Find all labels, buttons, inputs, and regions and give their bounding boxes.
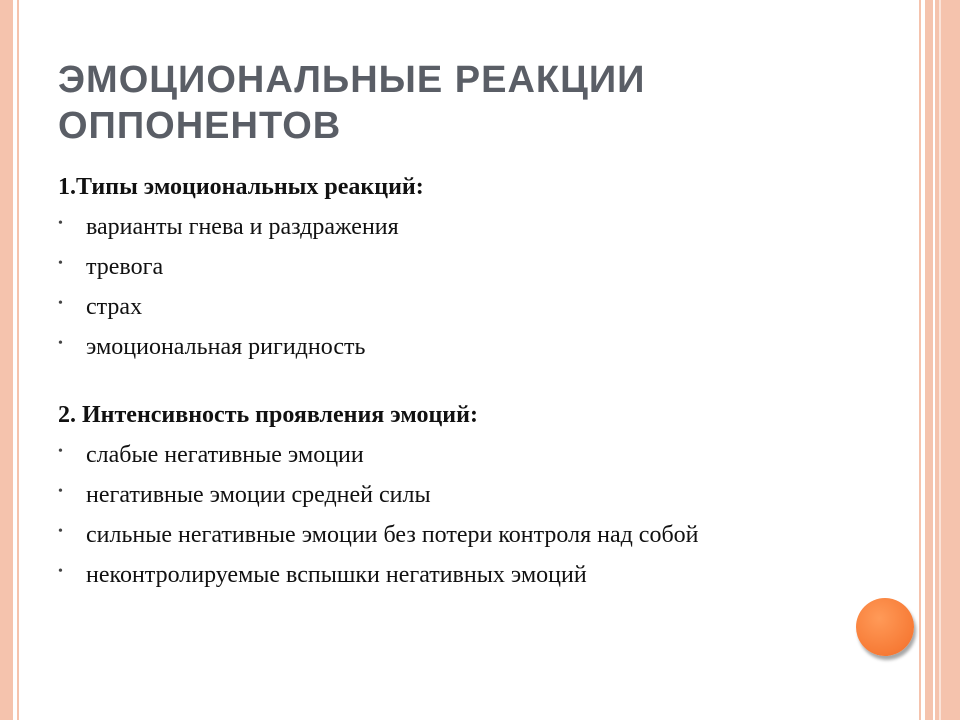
list-item: • слабые негативные эмоции bbox=[58, 441, 848, 470]
bullet-icon: • bbox=[58, 564, 63, 579]
intensity-list bbox=[58, 441, 848, 590]
list-item: • неконтролируемые вспышки негативных эмоций bbox=[58, 561, 848, 590]
list-item: • тревога bbox=[58, 253, 848, 282]
slide-content bbox=[58, 172, 848, 590]
list-item: • эмоциональная ригидность bbox=[58, 333, 848, 362]
left-border-line bbox=[17, 0, 19, 720]
left-border-bar bbox=[0, 0, 13, 720]
bullet-icon: • bbox=[58, 296, 63, 311]
types-list bbox=[58, 213, 848, 362]
list-item: • сильные негативные эмоции без потери контроля над собой bbox=[58, 521, 848, 550]
list-item: • варианты гнева и раздражения bbox=[58, 213, 848, 242]
list-item: • негативные эмоции средней силы bbox=[58, 481, 848, 510]
slide-title: ЭМОЦИОНАЛЬНЫЕ РЕАКЦИИ ОППОНЕНТОВ bbox=[58, 59, 646, 147]
bullet-icon: • bbox=[58, 216, 63, 231]
bullet-icon: • bbox=[58, 336, 63, 351]
section-heading-types: 1.Типы эмоциональных реакций: bbox=[58, 174, 424, 200]
bullet-icon: • bbox=[58, 524, 63, 539]
decorative-circle bbox=[856, 598, 914, 656]
right-border-line bbox=[919, 0, 921, 720]
bullet-icon: • bbox=[58, 444, 63, 459]
right-border-bar bbox=[925, 0, 933, 720]
bullet-icon: • bbox=[58, 256, 63, 271]
right-border-panel bbox=[935, 0, 960, 720]
bullet-icon: • bbox=[58, 484, 63, 499]
list-item: • страх bbox=[58, 293, 848, 322]
section-heading-intensity: 2. Интенсивность проявления эмоций: bbox=[58, 402, 478, 428]
